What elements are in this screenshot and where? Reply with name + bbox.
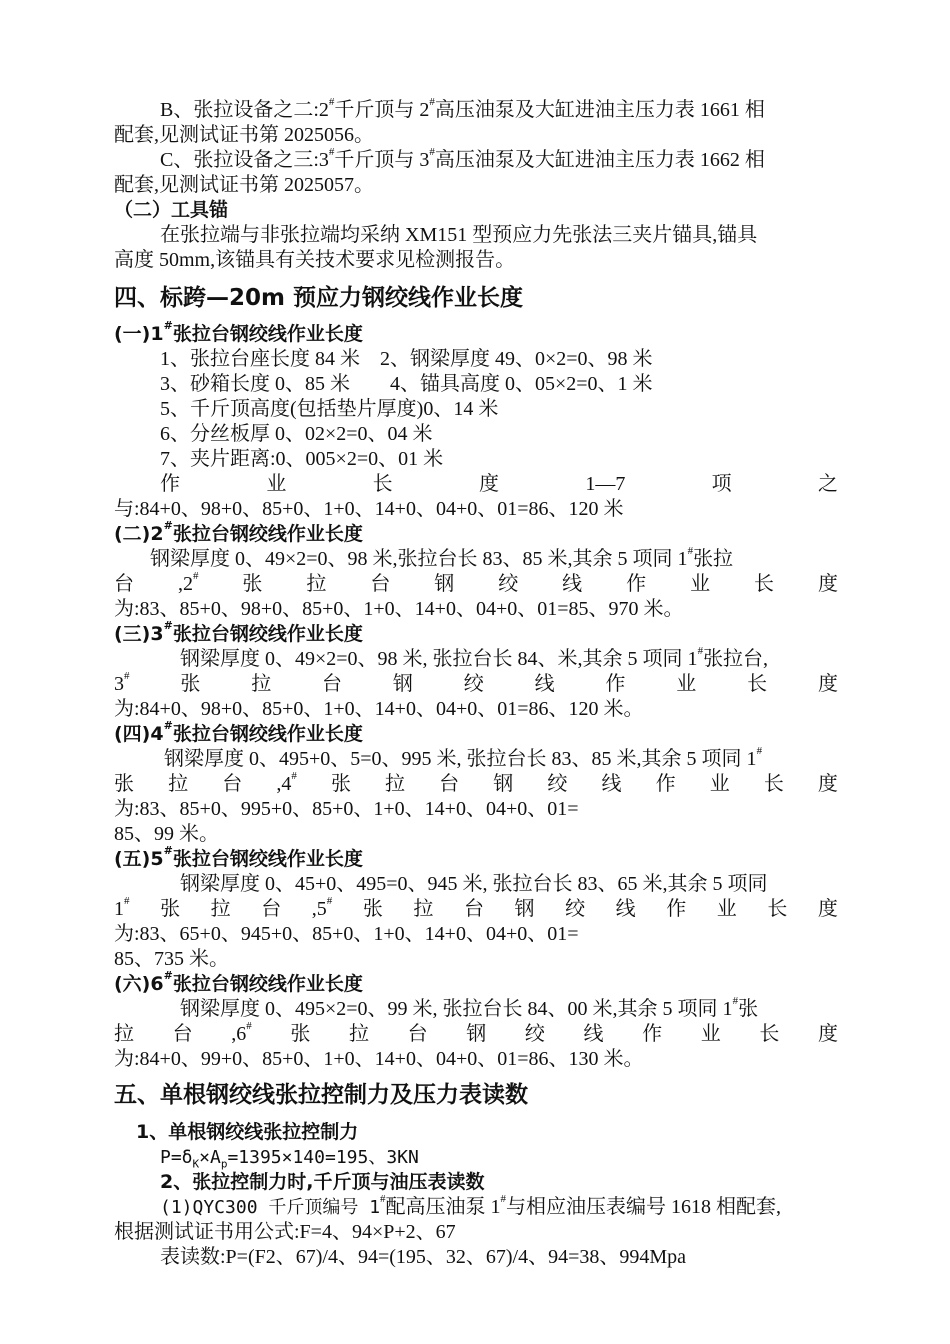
tool-anchor-heading: （二）工具锚 xyxy=(114,199,229,221)
section-5-title: 五、单根钢绞线张拉控制力及压力表读数 xyxy=(114,1082,528,1108)
subsection-6-heading: (六)6#张拉台钢绞线作业长度 xyxy=(114,969,363,995)
sub6-line3: 为:84+0、99+0、85+0、1+0、14+0、04+0、01=86、130 米。 xyxy=(114,1048,644,1070)
length-item: 7、夹片距离:0、005×2=0、01 米 xyxy=(160,448,444,470)
sub2-line1: 钢梁厚度 0、49×2=0、98 米,张拉台长 83、85 米,其余 5 项同 1#张拉 xyxy=(150,545,734,570)
sub2-line2: 台 ,2# 张 拉 台 钢 绞 线 作 业 长 度 xyxy=(114,570,838,595)
sum-result: 与:84+0、98+0、85+0、1+0、14+0、04+0、01=86、120 米 xyxy=(114,498,624,520)
sub6-line1: 钢梁厚度 0、495×2=0、99 米, 张拉台长 84、00 米,其余 5 项同 1#张 xyxy=(180,995,759,1020)
section-4-title: 四、标跨—20m 预应力钢绞线作业长度 xyxy=(114,285,523,311)
sub2-line3: 为:83、85+0、98+0、85+0、1+0、14+0、04+0、01=85、970 米。 xyxy=(114,598,684,620)
subsection-5-heading: (五)5#张拉台钢绞线作业长度 xyxy=(114,844,363,870)
sub4-line2: 张 拉 台 ,4# 张 拉 台 钢 绞 线 作 业 长 度 xyxy=(114,770,838,795)
tool-anchor-line1: 在张拉端与非张拉端均采纳 XM151 型预应力先张法三夹片锚具,锚具 xyxy=(160,224,758,246)
control-force-formula: $P=\delta_K\times A_p=1395\times 140=195$、3KN xyxy=(160,1147,419,1171)
subsection-4-heading: (四)4#张拉台钢绞线作业长度 xyxy=(114,719,363,745)
sub3-line2: 3# 张 拉 台 钢 绞 线 作 业 长 度 xyxy=(114,670,838,695)
sub5-line3: 为:83、65+0、945+0、85+0、1+0、14+0、04+0、01= xyxy=(114,923,579,945)
sub5-line1: 钢梁厚度 0、45+0、495=0、945 米, 张拉台长 83、65 米,其余 5 项同 xyxy=(180,873,768,895)
subsection-2-heading: (二)2#张拉台钢绞线作业长度 xyxy=(114,519,363,545)
jack-item-1-line2: 根据测试证书用公式:F=4、94×P+2、67 xyxy=(114,1221,456,1243)
sub4-line1: 钢梁厚度 0、495+0、5=0、995 米, 张拉台长 83、85 米,其余 5 项同 1# xyxy=(164,745,763,770)
length-item: 5、千斤顶高度(包括垫片厚度)0、14 米 xyxy=(160,398,499,420)
length-item: 3、砂箱长度 0、85 米 4、锚具高度 0、05×2=0、1 米 xyxy=(160,373,653,395)
sub5-line4: 85、735 米。 xyxy=(114,948,229,970)
subsection-3-heading: (三)3#张拉台钢绞线作业长度 xyxy=(114,619,363,645)
equipment-b-line1: B、张拉设备之二:2#千斤顶与 2#高压油泵及大缸进油主压力表 1661 相 xyxy=(160,96,765,121)
sub4-line4: 85、99 米。 xyxy=(114,823,219,845)
section-5-sub2: 2、张拉控制力时,千斤顶与油压表读数 xyxy=(160,1171,485,1193)
sub3-line1: 钢梁厚度 0、49×2=0、98 米, 张拉台长 84、米,其余 5 项同 1#张拉台, xyxy=(180,645,769,670)
tool-anchor-line2: 高度 50mm,该锚具有关技术要求见检测报告。 xyxy=(114,249,516,271)
gauge-reading: 表读数:P=(F2、67)/4、94=(195、32、67)/4、94=38、994Mpa xyxy=(160,1246,687,1268)
subsection-1-heading: (一)1#张拉台钢绞线作业长度 xyxy=(114,319,363,345)
sub6-line2: 拉 台 ,6# 张 拉 台 钢 绞 线 作 业 长 度 xyxy=(114,1020,838,1045)
sub4-line3: 为:83、85+0、995+0、85+0、1+0、14+0、04+0、01= xyxy=(114,798,579,820)
sub3-line3: 为:84+0、98+0、85+0、1+0、14+0、04+0、01=86、120 米。 xyxy=(114,698,644,720)
equipment-c-line2: 配套,见测试证书第 2025057。 xyxy=(114,174,374,196)
length-item: 1、张拉台座长度 84 米 2、钢梁厚度 49、0×2=0、98 米 xyxy=(160,348,653,370)
section-5-sub1: 1、单根钢绞线张拉控制力 xyxy=(136,1121,359,1143)
sub5-line2: 1# 张 拉 台 ,5# 张 拉 台 钢 绞 线 作 业 长 度 xyxy=(114,895,838,920)
jack-item-1: (1)QYC300 千斤顶编号 1#配高压油泵 1#与相应油压表编号 1618 相配套, xyxy=(160,1193,782,1218)
equipment-c-line1: C、张拉设备之三:3#千斤顶与 3#高压油泵及大缸进油主压力表 1662 相 xyxy=(160,146,765,171)
length-item: 6、分丝板厚 0、02×2=0、04 米 xyxy=(160,423,433,445)
equipment-b-line2: 配套,见测试证书第 2025056。 xyxy=(114,124,374,146)
sum-line: 作 业 长 度 1—7 项 之 xyxy=(160,473,838,495)
